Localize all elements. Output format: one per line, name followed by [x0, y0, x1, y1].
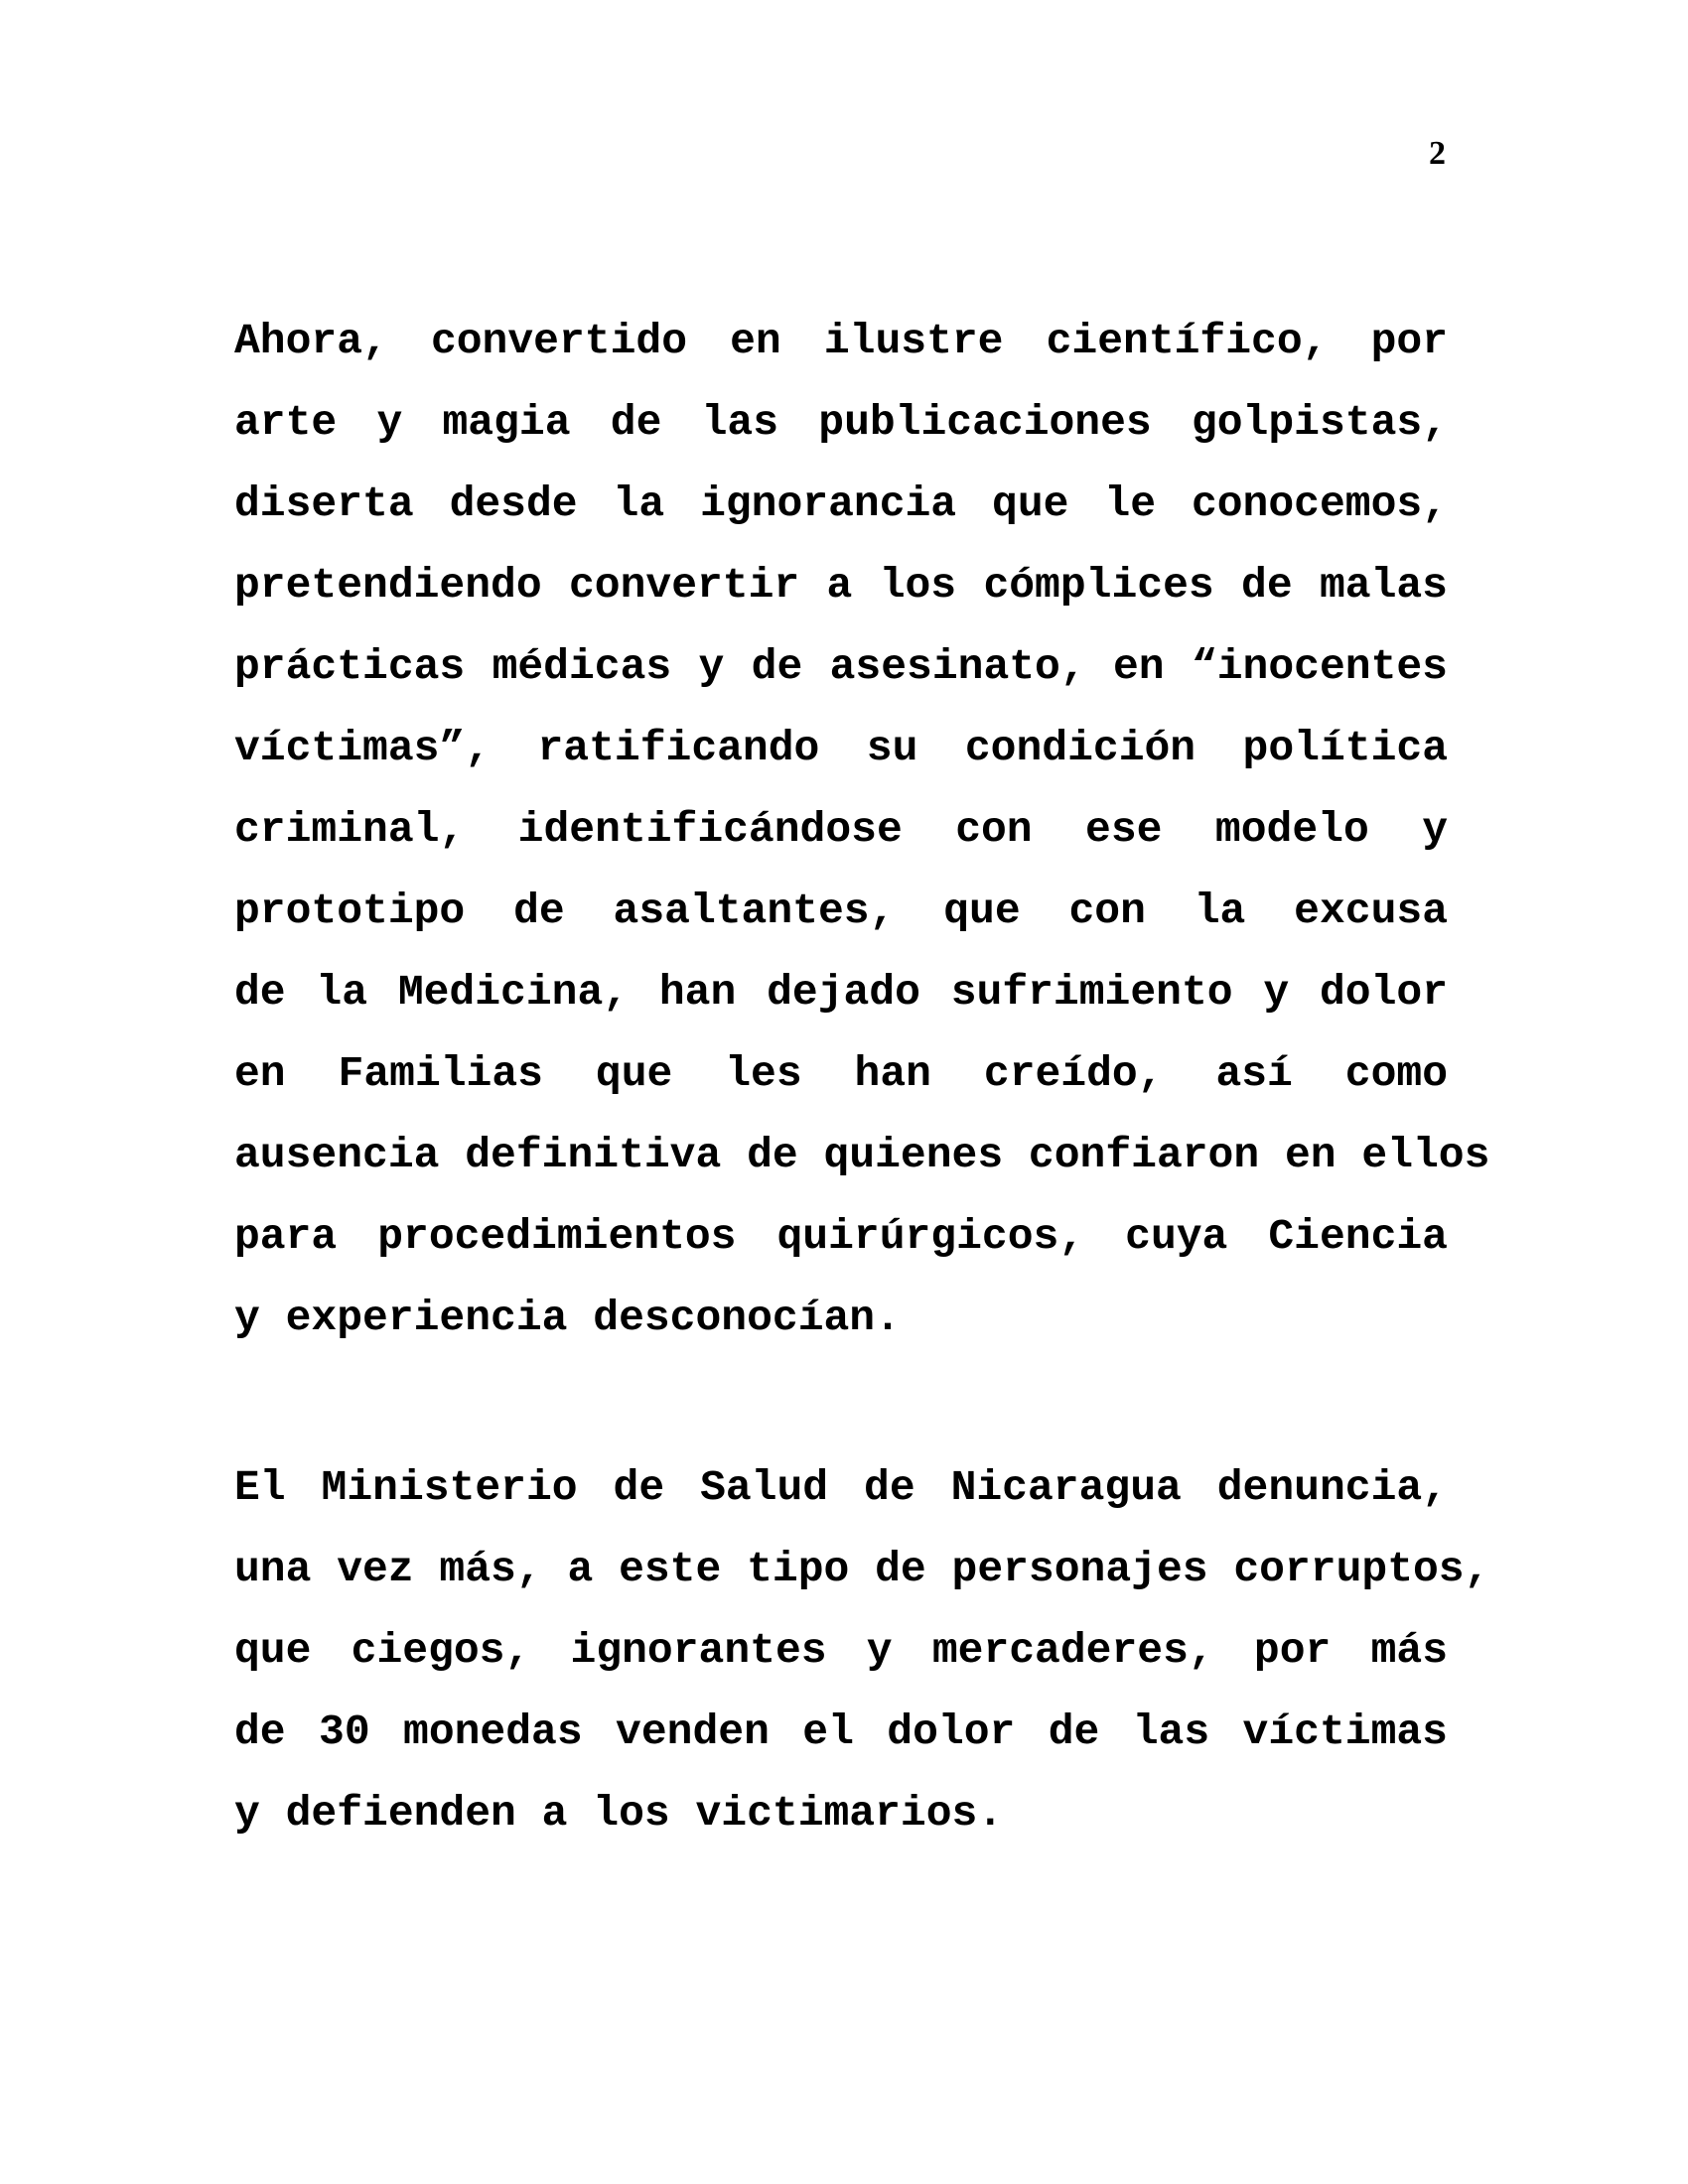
paragraph-line: pretendiendo convertir a los cómplices de malas [234, 561, 1448, 610]
paragraph-line: en Familias que les han creído, así como [234, 1049, 1448, 1098]
paragraph-line: que ciegos, ignorantes y mercaderes, por más [234, 1626, 1448, 1675]
paragraph-line: para procedimientos quirúrgicos, cuya Ciencia [234, 1212, 1448, 1261]
paragraph-line: prácticas médicas y de asesinato, en “inocentes [234, 642, 1448, 691]
paragraph-line: criminal, identificándose con ese modelo y [234, 805, 1448, 854]
paragraph-line: una vez más, a este tipo de personajes corruptos, [234, 1545, 1490, 1593]
paragraph-line: diserta desde la ignorancia que le conocemos, [234, 479, 1448, 528]
paragraph-line: ausencia definitiva de quienes confiaron en ellos [234, 1131, 1490, 1179]
paragraph-line: víctimas”, ratificando su condición política [234, 724, 1448, 772]
paragraph-line: prototipo de asaltantes, que con la excusa [234, 887, 1448, 935]
paragraph-line: y experiencia desconocían. [234, 1294, 901, 1342]
paragraph-line: de 30 monedas venden el dolor de las víctimas [234, 1707, 1448, 1756]
paragraph-line: arte y magia de las publicaciones golpistas, [234, 398, 1448, 447]
paragraph-line: de la Medicina, han dejado sufrimiento y dolor [234, 968, 1448, 1017]
paragraph-line: y defienden a los victimarios. [234, 1789, 1004, 1838]
page-number: 2 [1429, 135, 1446, 172]
paragraph-2 [234, 1447, 1490, 1854]
paragraph-line: El Ministerio de Salud de Nicaragua denuncia, [234, 1463, 1448, 1512]
paragraph-1 [234, 301, 1490, 1359]
paragraph-line: Ahora, convertido en ilustre científico, por [234, 317, 1448, 365]
